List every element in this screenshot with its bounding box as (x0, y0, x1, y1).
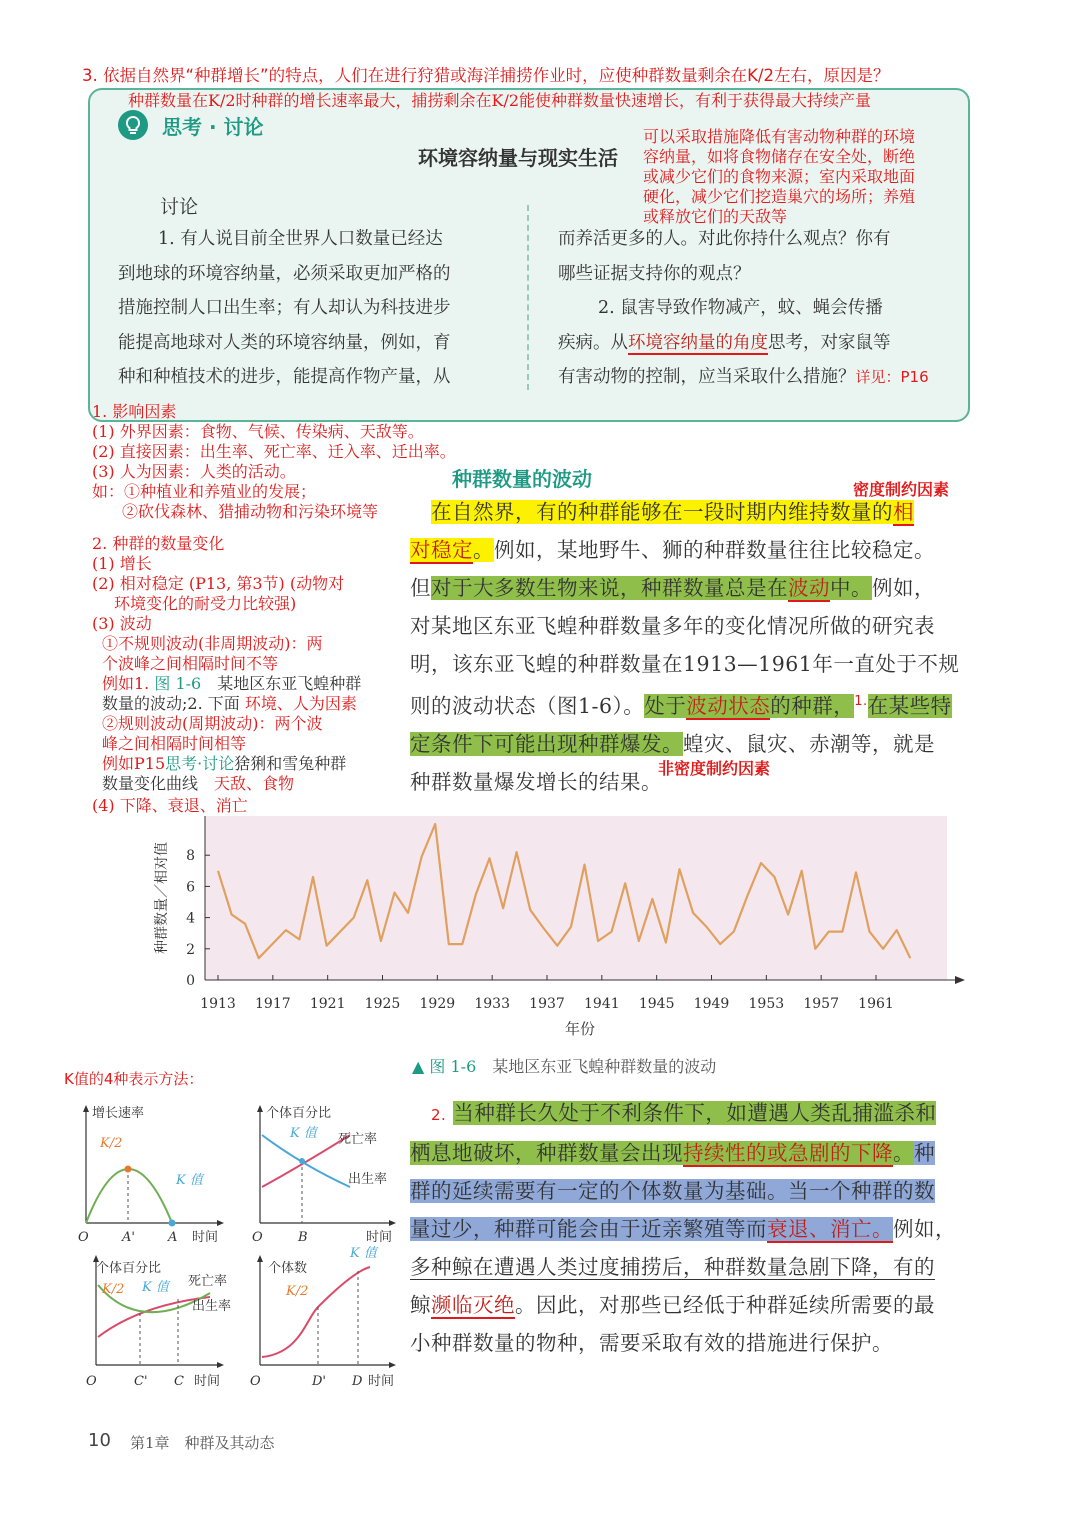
lightbulb-icon (118, 110, 148, 140)
note-line: (2) 直接因素：出生率、死亡率、迁入率、迁出率。 (92, 442, 456, 461)
para-line: 鲸濒临灭绝。因此，对那些已经低于种群延续所需要的最 (410, 1293, 935, 1317)
discussion-line: 到地球的环境容纳量，必须采取更加严格的 (118, 263, 451, 284)
discussion-line: 疾病。从环境容纳量的角度思考，对家鼠等 (558, 332, 891, 353)
note-line: (3) 人为因素：人类的活动。 (92, 462, 296, 481)
caption-marker: ▲ 图 1-6 (412, 1057, 477, 1076)
page-number: 10 (88, 1430, 111, 1451)
para-line: 但对于大多数生物来说，种群数量总是在波动中。例如， (410, 576, 935, 600)
para-line: 群的延续需要有一定的个体数量为基础。当一个种群的数 (410, 1179, 935, 1203)
discussion-line: 能提高地球对人类的环境容纳量，例如，育 (118, 332, 451, 353)
g2-y-label: 个体百分比 (266, 1106, 332, 1121)
x-tick-label: 1913 (200, 996, 236, 1012)
graph-growth-rate (78, 1105, 224, 1245)
g1-origin: O (78, 1230, 89, 1245)
note-line: ②砍伐森林、猎捕动物和污染环境等 (122, 502, 379, 521)
x-tick-label: 1925 (364, 996, 401, 1012)
question-3: 3. 依据自然界“种群增长”的特点，人们在进行狩猎或海洋捕捞作业时，应使种群数量剩余在K/2左右，原因是？ (82, 66, 890, 85)
para-line: 定条件下可能出现种群爆发。蝗灾、鼠灾、赤潮等，就是 (410, 731, 935, 756)
g1-y-label: 增长速率 (92, 1106, 145, 1121)
para-line: 种群数量爆发增长的结果。 (410, 769, 662, 794)
y-axis-label: 种群数量／相对值 (154, 842, 170, 954)
graph-individual-count (250, 1246, 396, 1389)
g2-birth-label: 出生率 (348, 1172, 388, 1187)
x-tick-label: 1961 (858, 996, 894, 1012)
para-line: 量过少，种群可能会由于近亲繁殖等而衰退、消亡。例如， (410, 1217, 956, 1241)
para-line: 2. 当种群长久处于不利条件下，如遭遇人类乱捕滥杀和 (431, 1101, 937, 1125)
g3-k2-label: K/2 (102, 1282, 125, 1297)
note-line: (2) 相对稳定 (P13, 第3节) (动物对 (92, 574, 345, 593)
nondensity-note: 非密度制约因素 (658, 759, 771, 778)
g2-k-label: K 值 (290, 1126, 317, 1141)
discussion-line: 1. 有人说目前全世界人口数量已经达 (158, 229, 443, 249)
note-line: (1) 增长 (92, 554, 152, 573)
discussion-line: 哪些证据支持你的观点？ (558, 263, 751, 284)
g4-d: D (352, 1374, 363, 1389)
g3-y-label: 个体百分比 (96, 1261, 162, 1276)
side-note-line: 可以采取措施降低有害动物种群的环境 (643, 127, 916, 146)
x-tick-label: 1949 (693, 996, 730, 1012)
discussion-line: 而养活更多的人。对此你持什么观点？你有 (558, 229, 891, 249)
k-value-graphs (70, 1095, 410, 1395)
discussion-line: 措施控制人口出生率；有人却认为科技进步 (118, 298, 451, 318)
g2-time: 时间 (366, 1230, 393, 1245)
g1-k2-label: K/2 (100, 1136, 123, 1151)
g4-d1: D' (312, 1374, 326, 1389)
discussion-badge: 思考 · 讨论 (162, 115, 264, 139)
chapter-label: 第1章 种群及其动态 (130, 1434, 275, 1452)
note-line: 2. 种群的数量变化 (92, 534, 225, 553)
paragraph-2 (410, 1094, 980, 1362)
y-tick-label: 8 (186, 848, 195, 865)
graph-birth-death-2 (86, 1255, 231, 1389)
g4-time: 时间 (368, 1374, 395, 1389)
y-tick-label: 4 (186, 910, 195, 927)
note-line: ①不规则波动(非周期波动)：两 (102, 634, 323, 653)
x-tick-label: 1929 (419, 996, 456, 1012)
x-tick-label: 1957 (803, 996, 839, 1012)
para-line: 小种群数量的物种，需要采取有效的措施进行保护。 (410, 1331, 893, 1355)
see-note: 详见：P16 (855, 368, 929, 386)
x-tick-label: 1937 (529, 996, 565, 1012)
discussion-title: 环境容纳量与现实生活 (418, 146, 618, 170)
discussion-right-column (558, 222, 958, 395)
discussion-line: 有害动物的控制，应当采取什么措施？详见：P16 (558, 367, 929, 387)
para-line: 明，该东亚飞蝗的种群数量在1913—1961年一直处于不规 (410, 652, 960, 676)
note-line: ②规则波动(周期波动)：两个波 (102, 714, 323, 733)
g3-k-label: K 值 (142, 1280, 169, 1295)
g3-c1: C' (134, 1374, 148, 1389)
g4-k2-label: K/2 (286, 1284, 309, 1299)
side-note-line: 容纳量，如将食物储存在安全处，断绝 (643, 147, 916, 166)
graph-birth-death-1 (252, 1105, 396, 1245)
note-line: (4) 下降、衰退、消亡 (92, 796, 248, 815)
note-line: 数量变化曲线 天敌、食物 (102, 774, 295, 793)
discussion-line: 种和种植技术的进步，能提高作物产量，从 (118, 367, 451, 387)
para-line: 则的波动状态（图1-6）。处于波动状态的种群，$^{1.}$在某些特 (410, 693, 952, 718)
y-tick-label: 0 (186, 973, 195, 989)
x-tick-label: 1945 (638, 996, 675, 1012)
y-tick-label: 6 (186, 879, 195, 896)
g4-k-label: K 值 (350, 1246, 377, 1261)
g3-origin: O (86, 1374, 97, 1389)
x-tick-label: 1921 (309, 996, 346, 1012)
x-axis-label: 年份 (564, 1020, 596, 1038)
figure-caption: ▲ 图 1-6 某地区东亚飞蝗种群数量的波动 (412, 1057, 717, 1076)
population-chart (140, 808, 970, 1048)
g4-origin: O (250, 1374, 261, 1389)
question-3-answer: 种群数量在K/2时种群的增长速率最大，捕捞剩余在K/2能使种群数量快速增长，有利于获得最大持续产量 (128, 91, 872, 110)
x-tick-label: 1941 (584, 996, 620, 1012)
para-line: 在自然界，有的种群能够在一段时期内维持数量的相 (431, 500, 914, 524)
g1-a: A (168, 1230, 178, 1245)
g1-time: 时间 (192, 1230, 219, 1245)
discussion-heading: 讨论 (160, 196, 199, 218)
para-line: 多种鲸在遭遇人类过度捕捞后，种群数量急剧下降，有的 (410, 1255, 935, 1279)
discussion-left-column (118, 222, 508, 395)
note-line: 数量的波动;2. 下面 环境、人为因素 (102, 694, 357, 713)
density-note: 密度制约因素 (853, 480, 950, 499)
x-axis-arrow (955, 976, 965, 984)
side-note (643, 127, 915, 227)
g3-death-label: 死亡率 (188, 1274, 228, 1289)
note-line: 例如P15思考·讨论猞猁和雪兔种群 (102, 754, 347, 773)
side-note-line: 硬化，减少它们挖造巢穴的场所；养殖 (643, 187, 916, 206)
para-line: 对某地区东亚飞蝗种群数量多年的变化情况所做的研究表 (410, 614, 935, 638)
para-line: 栖息地破坏，种群数量会出现持续性的或急剧的下降。种 (410, 1141, 935, 1165)
k-value-note: K值的4种表示方法： (64, 1070, 204, 1088)
x-tick-label: 1917 (255, 996, 291, 1012)
g4-y-label: 个体数 (268, 1261, 308, 1276)
note-line: 1. 影响因素 (92, 402, 177, 421)
g3-time: 时间 (194, 1374, 221, 1389)
g2-origin: O (252, 1230, 263, 1245)
discussion-line: 2. 鼠害导致作物减产，蚊、蝇会传播 (598, 298, 883, 318)
x-tick-label: 1953 (748, 996, 785, 1012)
side-note-line: 或释放它们的天敌等 (643, 207, 788, 226)
g1-a1: A' (122, 1230, 135, 1245)
g3-birth-label: 出生率 (192, 1299, 232, 1314)
column-divider (527, 205, 529, 390)
g1-k-label: K 值 (176, 1173, 203, 1188)
para-line: 对稳定。例如，某地野牛、狮的种群数量往往比较稳定。 (410, 538, 935, 562)
side-note-line: 或减少它们的食物来源；室内采取地面 (643, 167, 916, 186)
x-tick-label: 1933 (474, 996, 510, 1012)
note-line: (1) 外界因素：食物、气候、传染病、天敌等。 (92, 422, 424, 441)
note-line: 峰之间相隔时间相等 (102, 734, 247, 753)
g3-c: C (174, 1374, 184, 1389)
note-line: 环境变化的耐受力比较强) (114, 594, 297, 613)
note-line: (3) 波动 (92, 614, 152, 633)
left-notes (92, 402, 456, 816)
section-title: 种群数量的波动 (452, 467, 592, 491)
paragraph-1 (410, 493, 980, 801)
g2-death-label: 死亡率 (338, 1132, 378, 1147)
note-line: 例如1. 图 1-6 某地区东亚飞蝗种群 (102, 674, 362, 693)
underlined-phrase: 环境容纳量的角度 (628, 332, 768, 353)
g2-b: B (298, 1230, 308, 1245)
y-tick-label: 2 (186, 941, 195, 958)
note-line: 如：①种植业和养殖业的发展； (92, 482, 317, 501)
note-line: 个波峰之间相隔时间不等 (102, 654, 279, 673)
